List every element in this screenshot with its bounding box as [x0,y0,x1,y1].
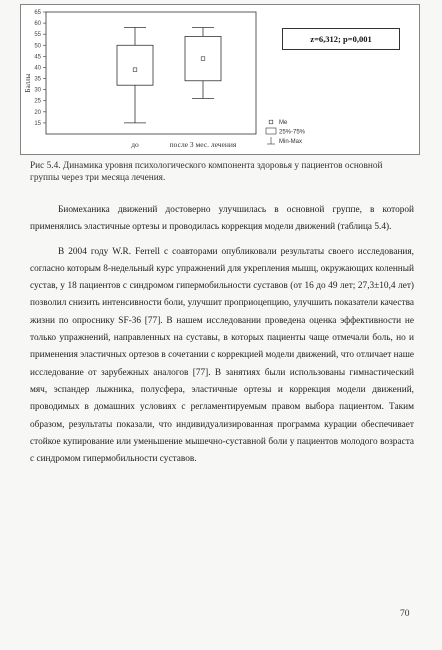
iqr-box [117,45,153,85]
legend-iqr-swatch [266,128,276,134]
median-marker [133,68,137,72]
y-tick-label: 60 [34,21,41,28]
legend-median-label: Me [279,120,288,126]
y-tick-label: 50 [34,43,41,50]
y-tick-label: 20 [34,109,41,116]
legend-range-label: Min-Max [279,139,303,145]
paragraph: Биомеханика движений достоверно улучшилась в основной группе, в которой применялись эластичные ортезы и проводилась коррекция модели движений (таблица 5.4). [30,205,414,233]
legend-median-marker [269,120,273,124]
x-category-label: после 3 мес. лечения [169,140,237,149]
statistics-box: z=6,312; p=0,001 [282,28,400,50]
y-tick-label: 55 [34,32,41,39]
y-tick-label: 30 [34,87,41,94]
page-number: 70 [400,609,410,619]
y-tick-label: 40 [34,65,41,72]
y-axis-label: Баллы [24,73,32,93]
y-tick-label: 65 [34,10,41,16]
paragraph: В 2004 году W.R. Ferrell с соавторами опубликовали результаты своего исследования, согласно которым 8-недельный курс упражнений для укрепления мышц, окружающих коленный сустав, у 18 пациентов с синдромом гипермобильности суставов (от 16 до 49 лет; 27,3±10,4 лет) позволил снизить интенсивности боли, улучшит проприоцепцию, улучшить показатели качества жизни по опроснику SF-36 [77]. В нашем исследовании проведена оценка эффективности не только упражнений, направленных на суставы, в которых пациенты чаще отмечали боль, но и применения эластичных ортезов в сочетании с коррекцией модели движений, что отличает наше исследование от зарубежных аналогов [77]. В занятиях были использованы гимнастический мяч, эспандер лыжника, полусфера, эластичные ортезы и коррекция модели движений, проводимых в домашних условиях с регламентируемым правом выбора пациентом. Таким образом, результаты показали, что индивидуализированная программа курации обеспечивает стойкое купирование или уменьшение мышечно-суставной боли у пациентов молодого возраста с синдромом гипермобильности суставов. [30,246,414,465]
y-tick-label: 35 [34,76,41,83]
x-category-label: до [131,140,139,149]
y-tick-label: 25 [34,98,41,105]
box-plot-figure [20,4,420,166]
legend-iqr-label: 25%-75% [279,129,306,136]
y-tick-label: 15 [34,120,41,127]
figure-caption: Рис 5.4. Динамика уровня психологического компонента здоровья у пациентов основной группы через три месяца лечения. [30,161,383,183]
body-text [30,202,414,468]
y-tick-label: 45 [34,54,41,61]
median-marker [201,57,205,61]
